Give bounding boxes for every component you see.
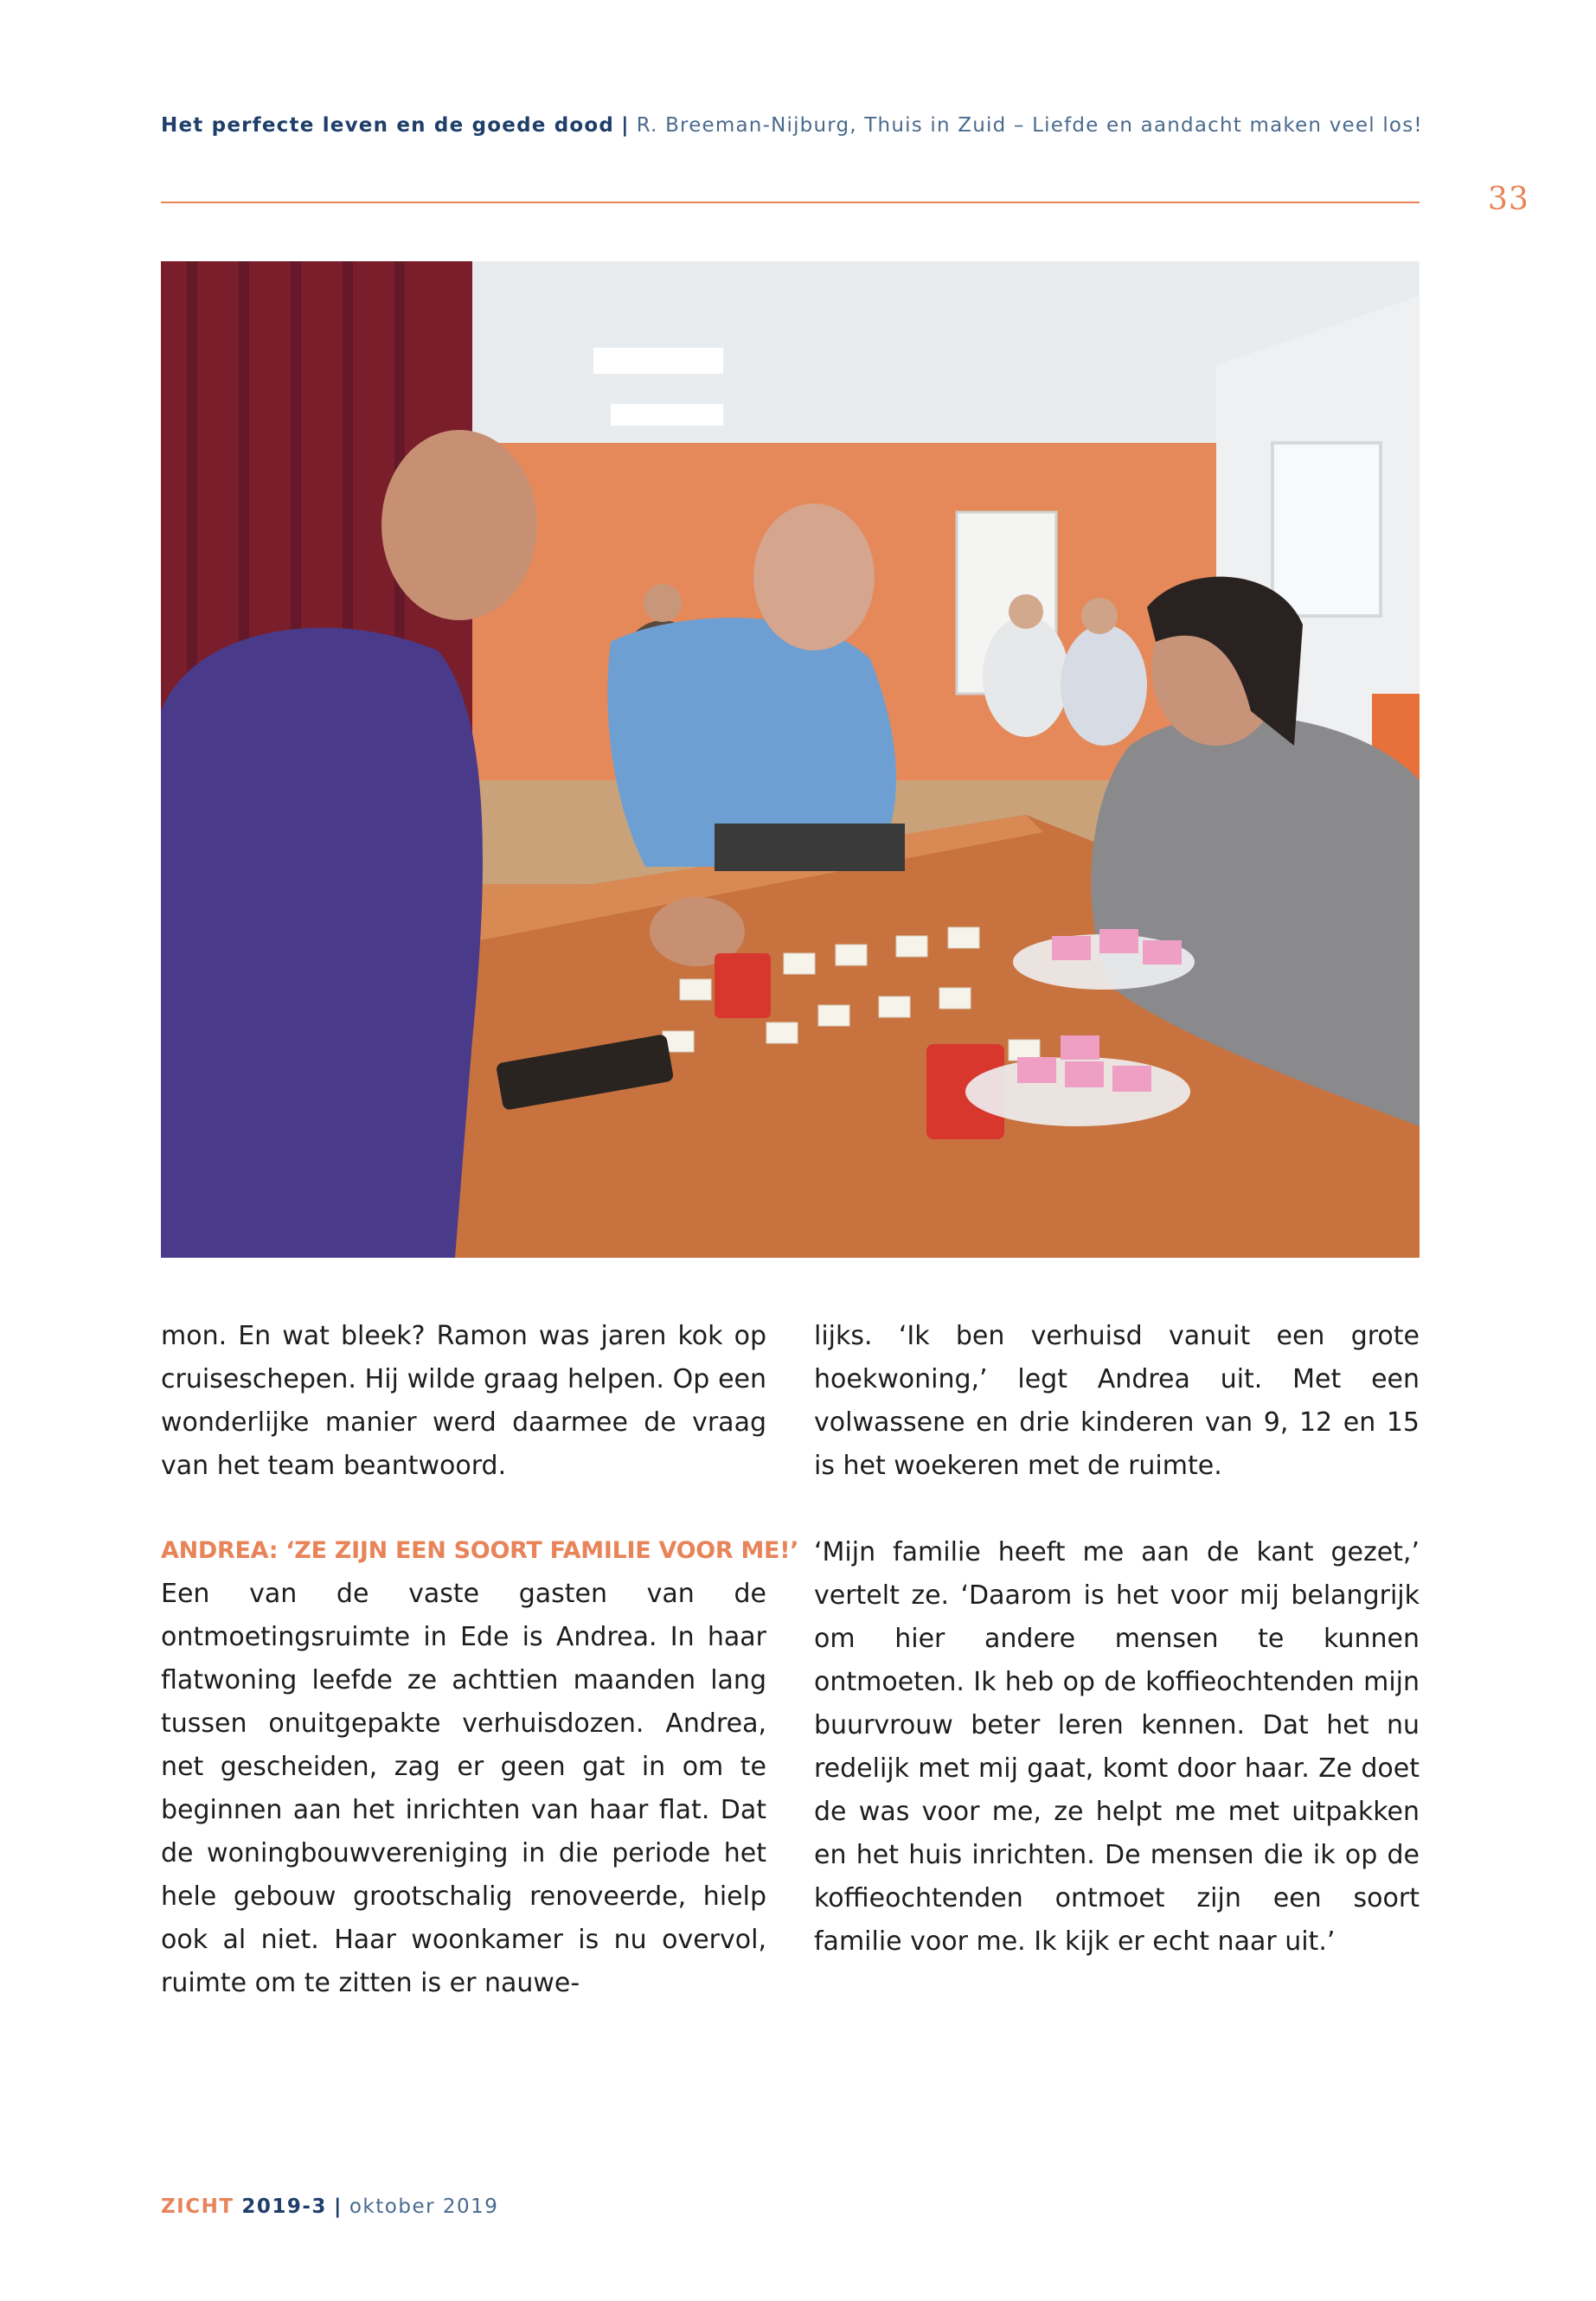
photo-bg-person <box>1061 625 1147 746</box>
header-rule <box>161 202 1420 203</box>
header-title: Het perfecte leven en de goede dood <box>161 114 615 137</box>
photo-tile-rack <box>715 824 905 871</box>
right-paragraph-2: ‘Mijn familie heeft me aan de kant gezet,’ vertelt ze. ‘Daarom is het voor mij belangrijk om hier andere mensen te kunnen ontmoeten. Ik heb op de koffieochtenden mijn buurvrouw beter leren kennen. Dat het nu redelijk met mij gaat, komt door haar. Ze doet de was voor me, ze helpt me met uitpakken en het huis inrichten. De mensen die ik op de koffieochtenden ontmoet zijn een soort familie voor me. Ik kijk er echt naar uit.’ <box>814 1537 1420 1957</box>
left-column <box>161 1315 799 2005</box>
photo-mug <box>715 953 771 1018</box>
article-photo <box>161 261 1420 1258</box>
photo-illustration <box>161 261 1420 1258</box>
photo-window <box>1272 443 1381 616</box>
photo-man-left-head <box>381 430 537 620</box>
page-number: 33 <box>1488 182 1529 217</box>
footer-separator: | <box>333 2195 343 2218</box>
footer <box>161 2195 498 2218</box>
footer-date: oktober 2019 <box>349 2195 499 2218</box>
footer-magazine: ZICHT <box>161 2195 234 2218</box>
header-subtitle: R. Breeman-Nijburg, Thuis in Zuid – Liefde en aandacht maken veel los! <box>636 114 1423 137</box>
section-heading: ANDREA: ‘ZE ZIJN EEN SOORT FAMILIE VOOR ME!’ <box>161 1537 799 1564</box>
running-header <box>161 114 1423 137</box>
photo-man-center-head <box>753 503 875 651</box>
photo-man-left <box>161 628 483 1258</box>
right-column <box>814 1315 1420 1964</box>
left-paragraph-1: mon. En wat bleek? Ramon was jaren kok op cruiseschepen. Hij wilde graag helpen. Op een wonderlijke manier werd daarmee de vraag van het team beantwoord. <box>161 1321 766 1481</box>
photo-ceiling-light <box>593 348 723 374</box>
footer-issue: 2019-3 <box>241 2195 327 2218</box>
right-paragraph-1: lijks. ‘Ik ben verhuisd vanuit een grote hoekwoning,’ legt Andrea uit. Met een volwassene en drie kinderen van 9, 12 en 15 is het woekeren met de ruimte. <box>814 1321 1420 1481</box>
header-separator: | <box>621 114 630 137</box>
left-paragraph-2: Een van de vaste gasten van de ontmoetingsruimte in Ede is Andrea. In haar flatwoning leefde ze achttien maanden lang tussen onuitgepakte verhuisdozen. Andrea, net gescheiden, zag er geen gat in om te beginnen aan het inrichten van haar flat. Dat de woningbouwvereniging in die periode het hele gebouw grootschalig renoveerde, hielp ook al niet. Haar woonkamer is nu overvol, ruimte om te zitten is er nauwe- <box>161 1579 766 1998</box>
photo-ceiling-light <box>611 404 723 426</box>
photo-bg-person <box>983 616 1069 737</box>
